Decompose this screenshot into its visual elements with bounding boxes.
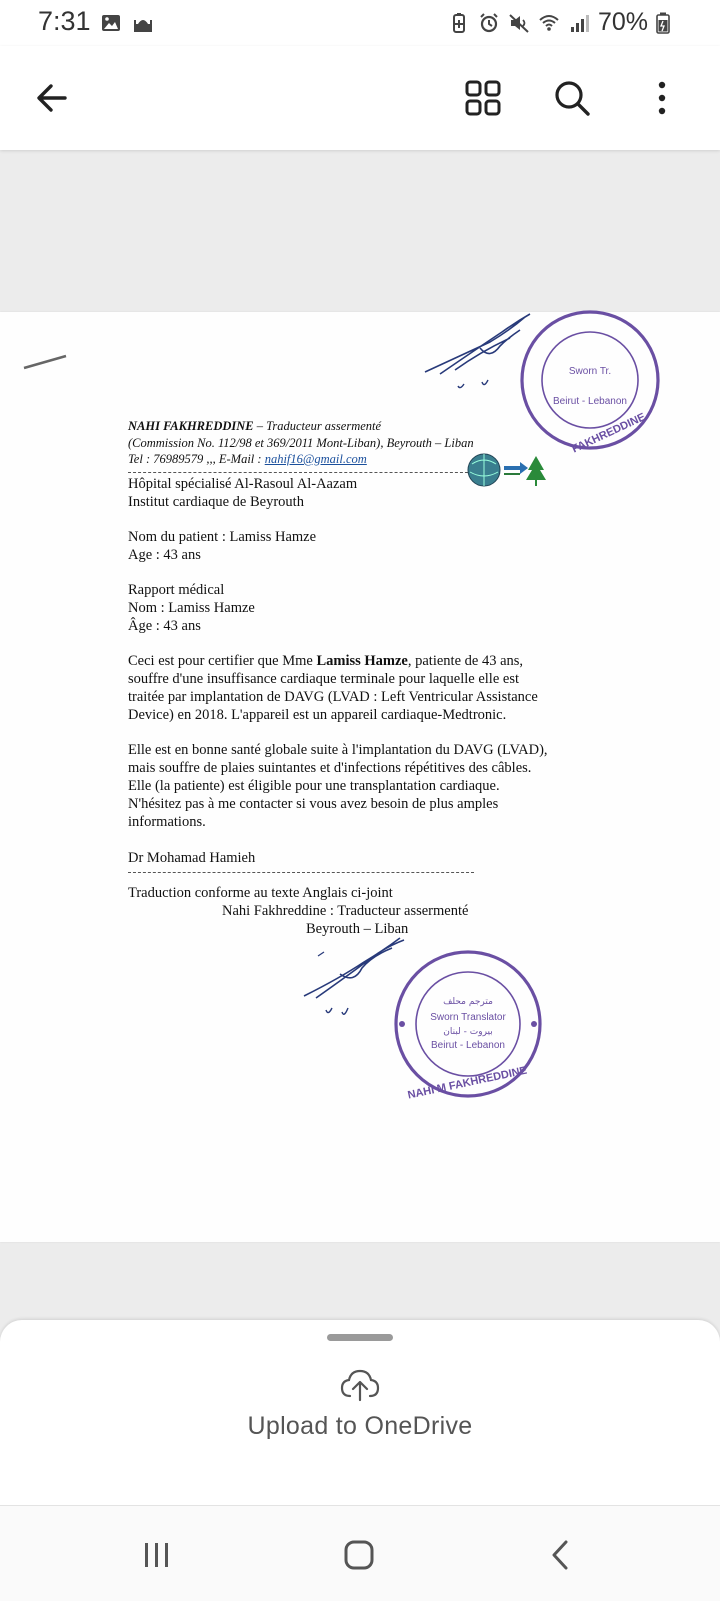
more-options-button[interactable] [634,70,690,126]
mosque-icon [132,12,154,34]
report-title: Rapport médical [128,582,225,598]
wifi-icon [538,12,560,34]
upload-label: Upload to OneDrive [247,1412,473,1440]
alarm-icon [478,12,500,34]
cloud-upload-icon [340,1368,380,1402]
hospital-name: Hôpital spécialisé Al-Rasoul Al-Aazam [128,476,358,492]
header-divider [128,472,473,473]
para1-line2: souffre d'une insuffisance cardiaque terminale pour laquelle elle est [128,671,520,687]
status-left-icons [100,12,154,34]
translation-note: Traduction conforme au texte Anglais ci-joint [128,885,393,901]
globe-logo [466,452,556,492]
status-bar [0,0,720,46]
battery-saver-icon [448,12,470,34]
sheet-drag-handle[interactable] [327,1334,393,1341]
translator-name: NAHI FAKHREDDINE [128,419,254,433]
search-icon [553,79,591,117]
patient-name: Nom du patient : Lamiss Hamze [128,529,317,545]
phone-text: Tel : 76989579 ,,, E-Mail : [128,452,265,466]
report-age: Âge : 43 ans [128,618,201,634]
para2-line2: mais souffre de plaies suintantes et d'infections répétitives des câbles. [128,760,532,776]
para2-line1: Elle est en bonne santé globale suite à l'implantation du DAVG (LVAD), [128,742,548,758]
translator-line: Nahi Fakhreddine : Traducteur assermenté [222,903,469,919]
back-button[interactable] [24,70,80,126]
report-name: Nom : Lamiss Hamze [128,600,255,616]
gallery-icon [100,12,122,34]
email-link[interactable]: nahif16@gmail.com [264,452,367,466]
para1-l1-bold: Lamiss Hamze [316,653,408,669]
doctor-name: Dr Mohamad Hamieh [128,850,256,866]
svg-text:مترجم محلف: مترجم محلف [443,997,493,1007]
search-button[interactable] [544,70,600,126]
para1-line4: Device) en 2018. L'appareil est un appareil cardiaque-Medtronic. [128,707,507,723]
signal-icon [568,12,590,34]
upload-to-onedrive-button[interactable] [0,1368,720,1478]
stamp-text-mid: Beirut - Lebanon [431,1040,505,1051]
stamp-top [518,308,668,458]
mute-icon [508,12,530,34]
stamp-text-ring: NAHI M FAKHREDDINE [406,1064,529,1102]
translator-title: – Traducteur assermenté [253,419,382,433]
arrow-left-icon [34,80,70,116]
top-toolbar [0,46,720,150]
battery-percent: 70% [597,8,648,36]
svg-text:FAKHREDDINE: FAKHREDDINE [570,411,648,456]
bottom-sheet [0,1320,720,1505]
para2-line4: N'hésitez pas à me contacter si vous avez besoin de plus amples [128,796,499,812]
svg-text:Beirut - Lebanon: Beirut - Lebanon [553,396,627,407]
institute-name: Institut cardiaque de Beyrouth [128,494,304,510]
header-line-2: (Commission No. 112/98 et 369/2011 Mont-Liban), Beyrouth – Liban [128,436,474,450]
battery-icon [656,12,670,34]
para1-l1-pre: Ceci est pour certifier que Mme [128,653,317,669]
para1-line1 [128,652,523,670]
recents-button[interactable] [127,1530,187,1580]
para1-l1-post: , patiente de 43 ans, [407,653,524,669]
para1-line3: traitée par implantation de DAVG (LVAD : Left Ventricular Assistance [128,689,538,705]
home-icon [343,1539,375,1571]
nav-back-button[interactable] [530,1530,590,1580]
more-vert-icon [656,80,668,116]
para2-line5: informations. [128,814,206,830]
back-icon [548,1539,572,1571]
document-page[interactable] [0,312,720,1242]
header-line-3 [128,451,367,467]
status-time: 7:31 [38,6,91,36]
patient-age: Age : 43 ans [128,547,201,563]
stamp-bottom [392,948,548,1104]
recents-icon [142,1541,172,1569]
svg-text:بيروت - لبنان: بيروت - لبنان [443,1027,493,1037]
status-right [448,8,670,37]
system-nav-bar [0,1505,720,1601]
home-button[interactable] [329,1530,389,1580]
scan-mark [22,354,70,370]
svg-text:Sworn Tr.: Sworn Tr. [568,366,612,377]
location-line: Beyrouth – Liban [306,921,409,937]
grid-view-icon [464,79,502,117]
para2-line3: Elle (la patiente) est éligible pour une transplantation cardiaque. [128,778,500,794]
grid-view-button[interactable] [455,70,511,126]
signature-divider [128,872,474,873]
header-line-1 [128,418,381,434]
stamp-text-top: Sworn Translator [430,1012,506,1023]
